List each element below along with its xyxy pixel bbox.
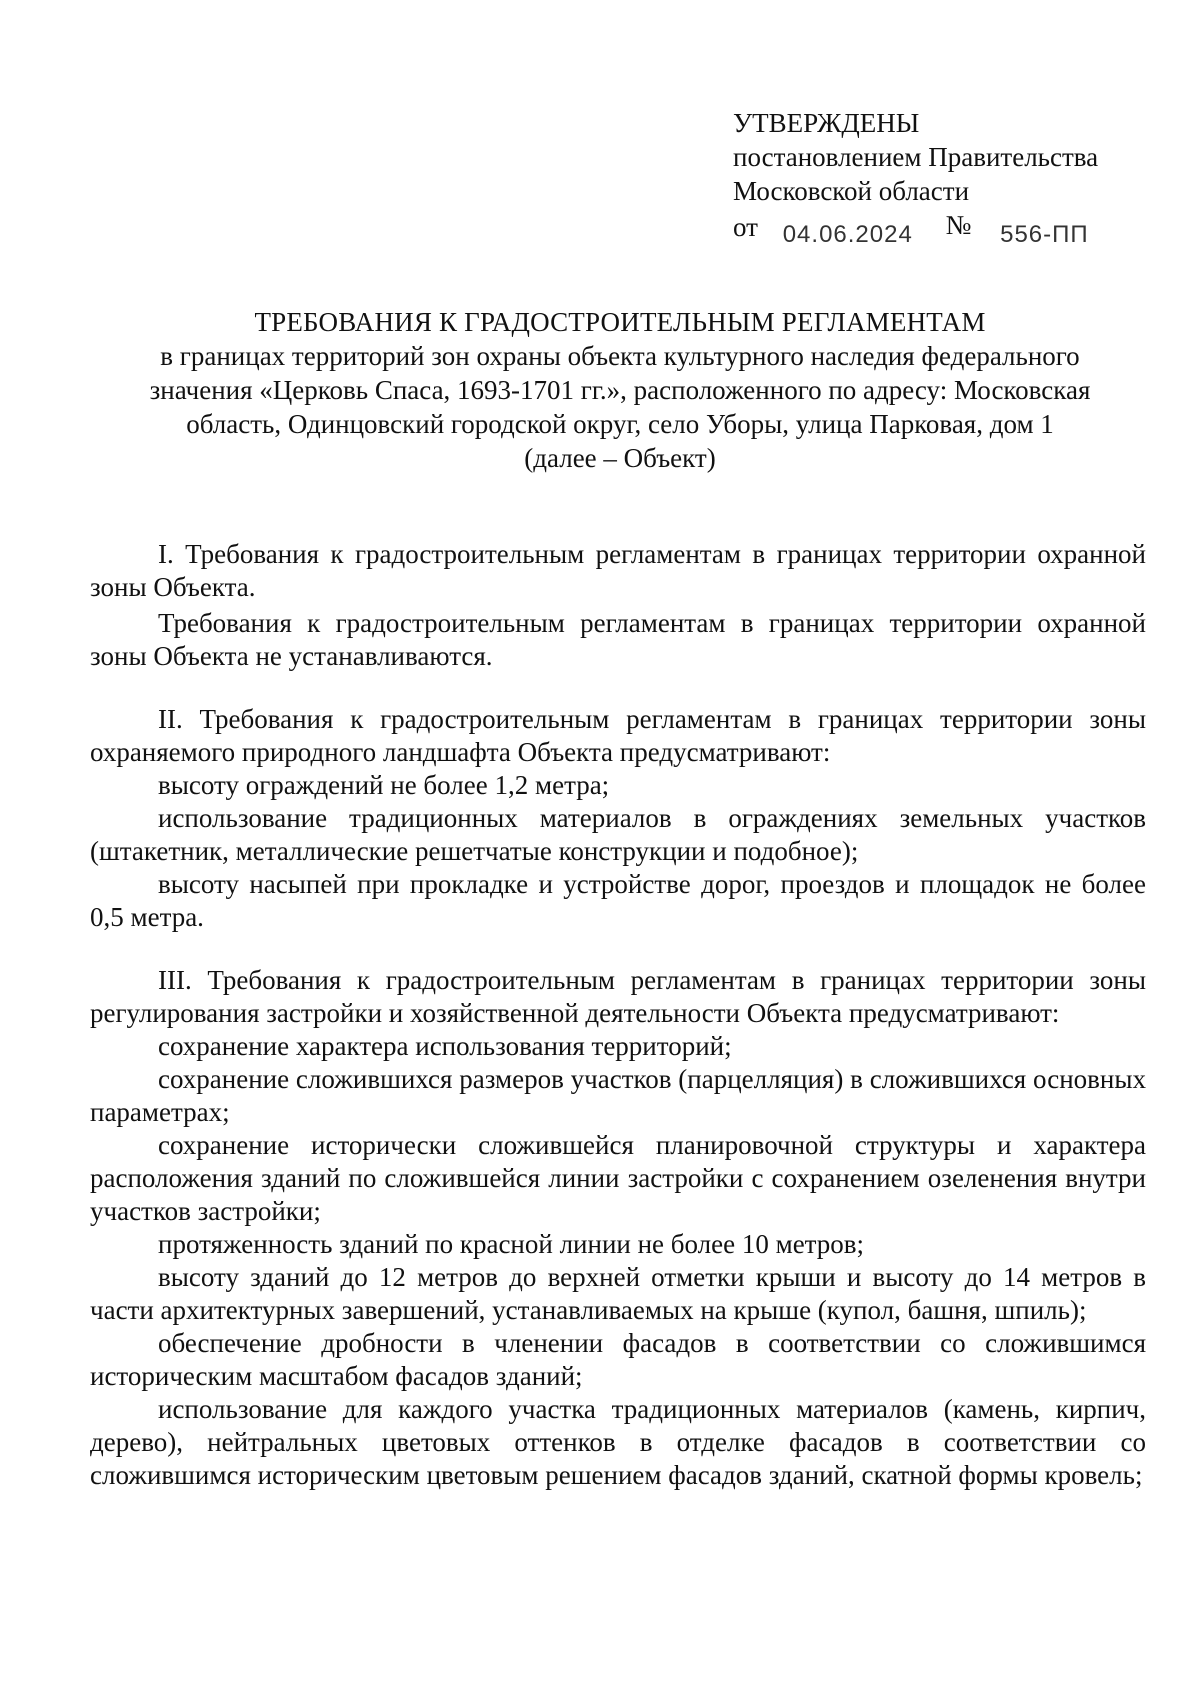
section-2-item: высоту ограждений не более 1,2 метра; [158,770,610,800]
title-line-4: (далее – Объект) [524,443,716,473]
approval-date: 04.06.2024 [782,221,913,248]
section-3-item: сохранение характера использования территорий; [158,1031,732,1061]
title-line-1: в границах территорий зон охраны объекта культурного наследия федерального [160,341,1080,371]
section-3-item: высоту зданий до 12 метров до верхней отметки крыши и высоту до 14 метров в части архитектурных завершений, устанавливаемых на крыше (купол, башня, шпиль); [90,1262,1146,1325]
section-2-item: использование традиционных материалов в ограждениях земельных участков (штакетник, металлические решетчатые конструкции и подобное); [90,803,1146,866]
title-heading: ТРЕБОВАНИЯ К ГРАДОСТРОИТЕЛЬНЫМ РЕГЛАМЕНТАМ [254,307,986,337]
title-line-3: область, Одинцовский городской округ, село Уборы, улица Парковая, дом 1 [186,409,1054,439]
section-3-item: сохранение сложившихся размеров участков (парцелляция) в сложившихся основных параметрах; [90,1064,1146,1127]
section-3-item: использование для каждого участка традиционных материалов (камень, кирпич, дерево), нейтральных цветовых оттенков в отделке фасадов в соответствии со сложившимся историческим цветовым решением фасадов зданий, скатной формы кровель; [90,1394,1146,1490]
section-3-item: обеспечение дробности в членении фасадов в соответствии со сложившимся историческим масштабом фасадов зданий; [90,1328,1146,1391]
approval-number-sign: № [945,210,972,240]
approval-block [733,106,1153,246]
document-body [90,538,1146,1492]
section-1-paragraph: Требования к градостроительным регламентам в границах территории охранной зоны Объекта не устанавливаются. [90,608,1146,671]
approval-from-label: от [733,212,758,242]
section-3-item: протяженность зданий по красной линии не более 10 метров; [158,1229,865,1259]
section-3-item: сохранение исторически сложившейся планировочной структуры и характера расположения зданий по сложившейся линии застройки с сохранением озеленения внутри участков застройки; [90,1130,1146,1226]
document-title [80,305,1160,475]
approval-line-2: Московской области [733,176,970,206]
title-line-2: значения «Церковь Спаса, 1693-1701 гг.», расположенного по адресу: Московская [149,375,1091,405]
approval-date-line [733,210,1153,246]
section-3-heading: III. Требования к градостроительным регламентам в границах территории зоны регулирования застройки и хозяйственной деятельности Объекта предусматривают: [90,965,1146,1028]
approval-approved: УТВЕРЖДЕНЫ [733,108,920,138]
approval-number: 556-ПП [1000,221,1089,248]
section-2-heading: II. Требования к градостроительным регламентам в границах территории зоны охраняемого природного ландшафта Объекта предусматривают: [90,704,1146,767]
section-1-heading: I. Требования к градостроительным регламентам в границах территории охранной зоны Объекта. [90,539,1146,602]
approval-line-1: постановлением Правительства [733,142,1099,172]
section-2-item: высоту насыпей при прокладке и устройстве дорог, проездов и площадок не более 0,5 метра. [90,869,1146,932]
